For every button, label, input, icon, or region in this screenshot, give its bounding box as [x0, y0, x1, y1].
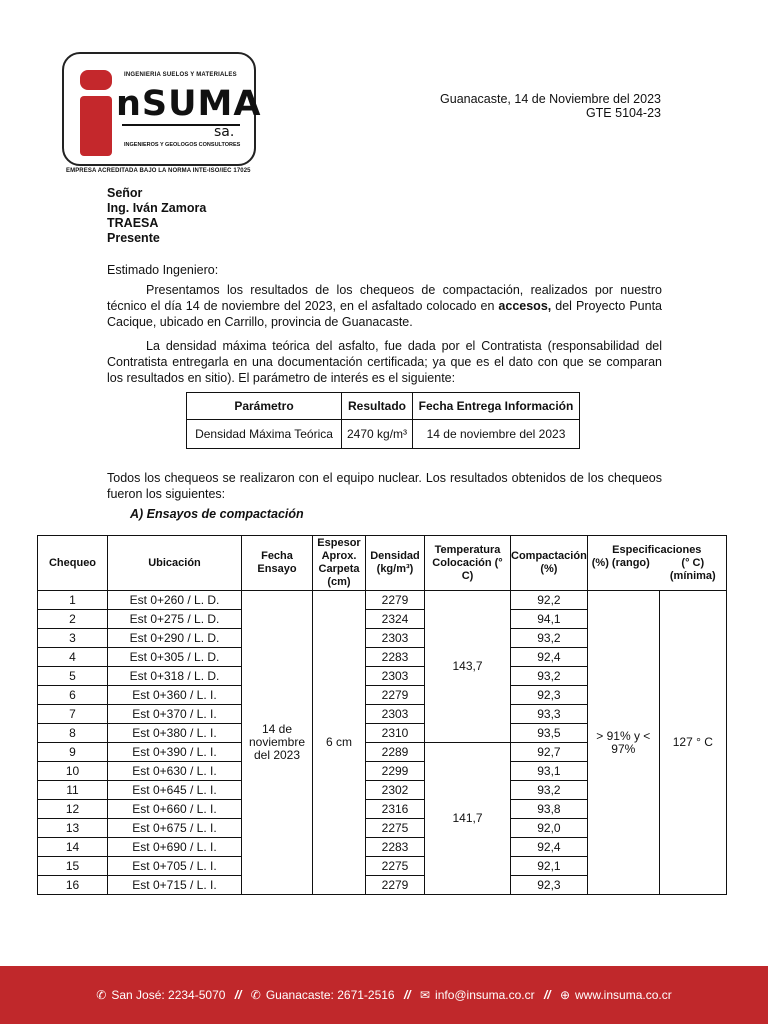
cell-ubicacion: Est 0+630 / L. I. — [108, 762, 242, 781]
col-densidad: Densidad (kg/m³) — [366, 536, 425, 591]
spec-title: Especificaciones — [612, 543, 702, 556]
cell-densidad: 2303 — [366, 667, 425, 686]
cell-compactacion: 92,0 — [511, 819, 588, 838]
cell-chequeo: 2 — [38, 610, 108, 629]
cell-compactacion: 92,1 — [511, 857, 588, 876]
footer-web[interactable]: www.insuma.co.cr — [575, 988, 672, 1002]
cell-densidad: 2283 — [366, 648, 425, 667]
logo-top-text: INGENIERIA SUELOS Y MATERIALES — [124, 72, 237, 78]
page-footer — [0, 966, 768, 1024]
cell-compactacion: 93,2 — [511, 667, 588, 686]
cell-densidad: 2302 — [366, 781, 425, 800]
addressee-company: TRAESA — [107, 216, 159, 230]
company-logo — [62, 52, 262, 166]
cell-ubicacion: Est 0+380 / L. I. — [108, 724, 242, 743]
cell-ubicacion: Est 0+660 / L. I. — [108, 800, 242, 819]
col-temperatura: Temperatura Colocación (° C) — [425, 536, 511, 591]
cell-ubicacion: Est 0+318 / L. D. — [108, 667, 242, 686]
cell-ubicacion: Est 0+705 / L. I. — [108, 857, 242, 876]
cell-ubicacion: Est 0+370 / L. I. — [108, 705, 242, 724]
logo-i-stem — [80, 96, 112, 156]
param-cell-fecha: 14 de noviembre del 2023 — [413, 420, 580, 449]
cell-compactacion: 92,4 — [511, 648, 588, 667]
cell-chequeo: 13 — [38, 819, 108, 838]
addressee-block — [107, 186, 206, 246]
paragraph-1-b: del Proyecto Punta Cacique, ubicado en Carrillo, provincia de Guanacaste. — [107, 299, 662, 329]
cell-chequeo: 9 — [38, 743, 108, 762]
cell-compactacion: 93,5 — [511, 724, 588, 743]
cell-ubicacion: Est 0+305 / L. D. — [108, 648, 242, 667]
spec-rango: (%) (rango) — [591, 556, 650, 569]
col-ubicacion: Ubicación — [108, 536, 242, 591]
addressee-name: Ing. Iván Zamora — [107, 201, 207, 215]
spec-minima: (° C) (mínima) — [669, 556, 716, 582]
footer-sep: // — [403, 988, 411, 1002]
footer-sep: // — [543, 988, 551, 1002]
phone-icon: ✆ — [96, 988, 107, 1002]
cell-temperatura: 141,7 — [425, 743, 511, 895]
footer-phone-2: Guanacaste: 2671-2516 — [265, 988, 395, 1002]
mail-icon: ✉ — [419, 988, 431, 1002]
cell-compactacion: 92,4 — [511, 838, 588, 857]
cell-chequeo: 14 — [38, 838, 108, 857]
cell-densidad: 2310 — [366, 724, 425, 743]
footer-phone-1: San José: 2234-5070 — [111, 988, 226, 1002]
cell-spec-minima: 127 ° C — [659, 591, 726, 895]
logo-sa: sa. — [214, 124, 235, 140]
logo-bottom-text: INGENIEROS Y GEOLOGOS CONSULTORES — [124, 142, 241, 148]
paragraph-2: La densidad máxima teórica del asfalto, fue dada por el Contratista (responsabilidad del Contratista entregarla en una documentación certificada; ya que es el dato con que se comparan los resultados en sitio). El parámetro de interés es el siguiente: — [107, 339, 662, 385]
cell-chequeo: 6 — [38, 686, 108, 705]
cell-compactacion: 93,1 — [511, 762, 588, 781]
cell-chequeo: 16 — [38, 876, 108, 895]
globe-icon: ⊕ — [559, 988, 571, 1002]
compaction-table-body — [38, 591, 727, 895]
cell-chequeo: 4 — [38, 648, 108, 667]
cell-compactacion: 94,1 — [511, 610, 588, 629]
cell-densidad: 2275 — [366, 819, 425, 838]
section-a-title: A) Ensayos de compactación — [130, 507, 304, 521]
paragraph-1-a: Presentamos los resultados de los chequeos de compactación, realizados por nuestro técnico el día 14 de noviembre del 2023, en el asfaltado colocado en — [107, 283, 662, 313]
cell-compactacion: 93,3 — [511, 705, 588, 724]
logo-i-dot — [80, 70, 112, 90]
param-header-fecha: Fecha Entrega Información — [413, 393, 580, 420]
cell-espesor: 6 cm — [313, 591, 366, 895]
cell-ubicacion: Est 0+690 / L. I. — [108, 838, 242, 857]
cell-chequeo: 1 — [38, 591, 108, 610]
cell-chequeo: 8 — [38, 724, 108, 743]
cell-spec-rango: > 91% y < 97% — [587, 591, 659, 895]
param-cell-parametro: Densidad Máxima Teórica — [187, 420, 342, 449]
addressee-present: Presente — [107, 231, 160, 245]
cell-ubicacion: Est 0+645 / L. I. — [108, 781, 242, 800]
addressee-title: Señor — [107, 186, 143, 200]
cell-chequeo: 5 — [38, 667, 108, 686]
cell-densidad: 2279 — [366, 591, 425, 610]
parameter-table — [186, 392, 580, 449]
place-date: Guanacaste, 14 de Noviembre del 2023 — [440, 92, 661, 106]
cell-ubicacion: Est 0+360 / L. I. — [108, 686, 242, 705]
paragraph-1 — [107, 282, 662, 330]
cell-densidad: 2289 — [366, 743, 425, 762]
cell-densidad: 2316 — [366, 800, 425, 819]
col-espesor: Espesor Aprox. Carpeta (cm) — [313, 536, 366, 591]
cell-chequeo: 12 — [38, 800, 108, 819]
cell-compactacion: 93,2 — [511, 781, 588, 800]
col-fecha: Fecha Ensayo — [242, 536, 313, 591]
cell-compactacion: 92,7 — [511, 743, 588, 762]
cell-densidad: 2279 — [366, 686, 425, 705]
cell-densidad: 2324 — [366, 610, 425, 629]
cell-densidad: 2275 — [366, 857, 425, 876]
logo-brand: nSUMA — [116, 84, 262, 124]
cell-densidad: 2303 — [366, 705, 425, 724]
param-header-resultado: Resultado — [342, 393, 413, 420]
phone-icon: ✆ — [250, 988, 261, 1002]
cell-chequeo: 11 — [38, 781, 108, 800]
reference-number: GTE 5104-23 — [585, 106, 661, 120]
letter-header — [440, 92, 661, 120]
cell-densidad: 2283 — [366, 838, 425, 857]
paragraph-1-bold: accesos, — [498, 299, 552, 313]
accreditation-text: EMPRESA ACREDITADA BAJO LA NORMA INTE-ISO/IEC 17025 — [66, 168, 251, 174]
cell-ubicacion: Est 0+715 / L. I. — [108, 876, 242, 895]
cell-temperatura: 143,7 — [425, 591, 511, 743]
cell-ubicacion: Est 0+260 / L. D. — [108, 591, 242, 610]
cell-compactacion: 93,8 — [511, 800, 588, 819]
compaction-table — [37, 535, 727, 895]
cell-compactacion: 92,2 — [511, 591, 588, 610]
cell-ubicacion: Est 0+275 / L. D. — [108, 610, 242, 629]
cell-ubicacion: Est 0+290 / L. D. — [108, 629, 242, 648]
table-row — [38, 591, 727, 610]
salutation: Estimado Ingeniero: — [107, 263, 219, 277]
paragraph-3: Todos los chequeos se realizaron con el equipo nuclear. Los resultados obtenidos de los chequeos fueron los siguientes: — [107, 471, 662, 501]
param-header-parametro: Parámetro — [187, 393, 342, 420]
col-compactacion: Compactación (%) — [511, 536, 588, 591]
footer-sep: // — [234, 988, 242, 1002]
cell-densidad: 2279 — [366, 876, 425, 895]
cell-fecha: 14 de noviembre del 2023 — [242, 591, 313, 895]
cell-compactacion: 93,2 — [511, 629, 588, 648]
cell-densidad: 2299 — [366, 762, 425, 781]
cell-chequeo: 10 — [38, 762, 108, 781]
cell-ubicacion: Est 0+390 / L. I. — [108, 743, 242, 762]
cell-ubicacion: Est 0+675 / L. I. — [108, 819, 242, 838]
col-especificaciones — [587, 536, 726, 591]
cell-chequeo: 7 — [38, 705, 108, 724]
col-chequeo: Chequeo — [38, 536, 108, 591]
cell-densidad: 2303 — [366, 629, 425, 648]
footer-contact — [0, 988, 768, 1002]
cell-compactacion: 92,3 — [511, 686, 588, 705]
spec-subheaders — [588, 557, 726, 583]
param-cell-resultado: 2470 kg/m³ — [342, 420, 413, 449]
cell-chequeo: 15 — [38, 857, 108, 876]
cell-compactacion: 92,3 — [511, 876, 588, 895]
cell-chequeo: 3 — [38, 629, 108, 648]
footer-email[interactable]: info@insuma.co.cr — [435, 988, 535, 1002]
